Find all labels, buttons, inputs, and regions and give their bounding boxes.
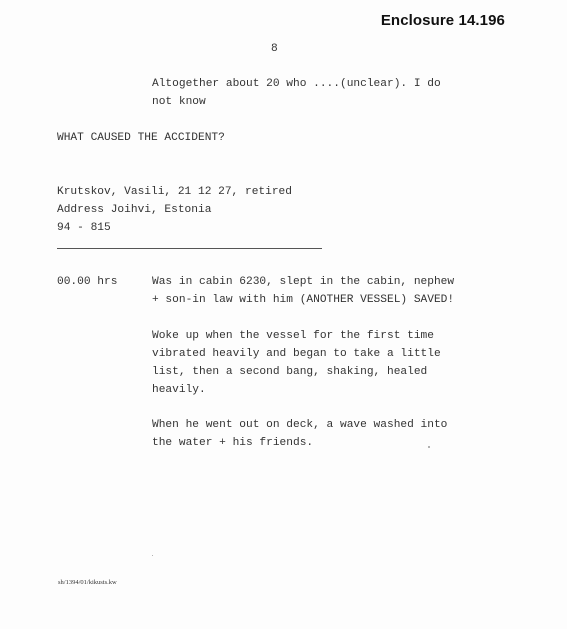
enclosure-label: Enclosure 14.196 — [380, 12, 505, 29]
person-details — [57, 183, 292, 237]
entry-paragraph-3 — [152, 416, 447, 452]
scan-speck — [428, 446, 430, 448]
paragraph-line: the water + his friends. — [152, 437, 314, 449]
entry-paragraph-1 — [152, 273, 454, 309]
paragraph-line: vibrated heavily and began to take a little — [152, 348, 441, 360]
scan-speck — [152, 555, 153, 556]
paragraph-line: heavily. — [152, 384, 206, 396]
intro-line: Altogether about 20 who ....(unclear). I do — [152, 78, 441, 90]
person-address-line: Address Joihvi, Estonia — [57, 204, 212, 216]
page-number: 8 — [271, 43, 278, 55]
paragraph-line: Woke up when the vessel for the first time — [152, 330, 434, 342]
section-question: WHAT CAUSED THE ACCIDENT? — [57, 132, 225, 144]
person-number-line: 94 - 815 — [57, 222, 111, 234]
entry-time: 00.00 hrs — [57, 276, 118, 288]
paragraph-line: + son-in law with him (ANOTHER VESSEL) SAVED! — [152, 294, 455, 306]
section-divider — [57, 248, 322, 249]
intro-line: not know — [152, 96, 206, 108]
paragraph-line: Was in cabin 6230, slept in the cabin, nephew — [152, 276, 455, 288]
entry-paragraph-2 — [152, 327, 441, 399]
paragraph-line: When he went out on deck, a wave washed into — [152, 419, 448, 431]
file-reference: sh/1394/01/kikusts.kw — [58, 579, 117, 586]
paragraph-line: list, then a second bang, shaking, healed — [152, 366, 428, 378]
person-name-line: Krutskov, Vasili, 21 12 27, retired — [57, 186, 292, 198]
intro-paragraph — [152, 75, 441, 111]
